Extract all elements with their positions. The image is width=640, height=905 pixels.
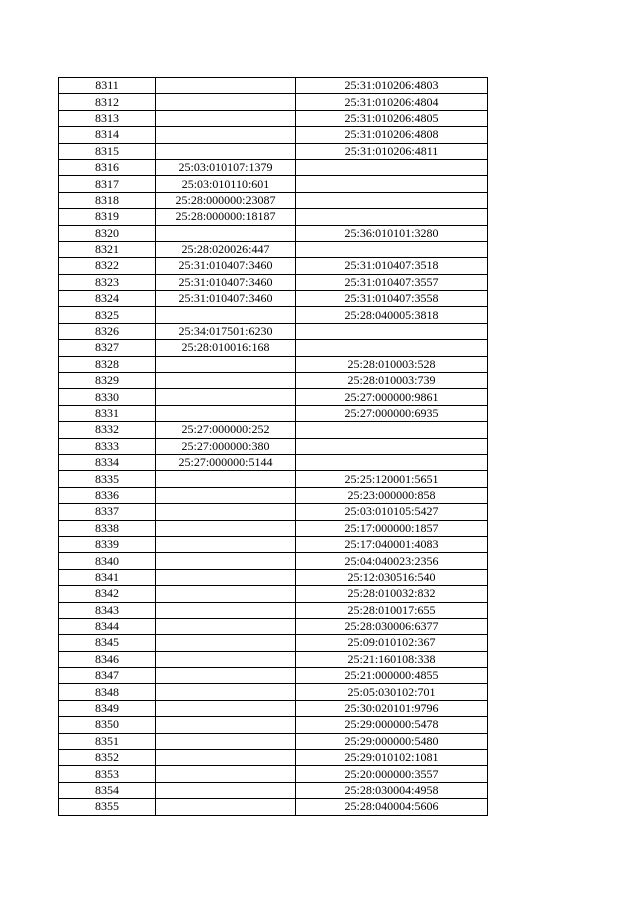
- table-row: [59, 127, 488, 143]
- row-number-cell: 8343: [59, 602, 156, 618]
- table-row: [59, 668, 488, 684]
- target-cadastral-number-cell: 25:28:030004:4958: [296, 782, 488, 798]
- target-cadastral-number-cell: 25:31:010407:3518: [296, 258, 488, 274]
- table-row: [59, 520, 488, 536]
- table-row: [59, 602, 488, 618]
- table-row: [59, 799, 488, 815]
- row-number-cell: 8346: [59, 651, 156, 667]
- table-row: [59, 307, 488, 323]
- row-number-cell: 8326: [59, 323, 156, 339]
- target-cadastral-number-cell: [296, 241, 488, 257]
- row-number-cell: 8335: [59, 471, 156, 487]
- table-row: [59, 241, 488, 257]
- row-number-cell: 8336: [59, 487, 156, 503]
- target-cadastral-number-cell: 25:23:000000:858: [296, 487, 488, 503]
- target-cadastral-number-cell: 25:17:000000:1857: [296, 520, 488, 536]
- row-number-cell: 8315: [59, 143, 156, 159]
- target-cadastral-number-cell: 25:31:010206:4804: [296, 94, 488, 110]
- row-number-cell: 8330: [59, 389, 156, 405]
- target-cadastral-number-cell: 25:28:040004:5606: [296, 799, 488, 815]
- target-cadastral-number-cell: 25:31:010407:3558: [296, 291, 488, 307]
- target-cadastral-number-cell: [296, 323, 488, 339]
- source-cadastral-number-cell: 25:31:010407:3460: [156, 274, 296, 290]
- target-cadastral-number-cell: 25:31:010206:4811: [296, 143, 488, 159]
- table-row: [59, 389, 488, 405]
- table-row: [59, 258, 488, 274]
- table-row: [59, 553, 488, 569]
- source-cadastral-number-cell: 25:28:020026:447: [156, 241, 296, 257]
- table-row: [59, 487, 488, 503]
- table-row: [59, 159, 488, 175]
- source-cadastral-number-cell: [156, 504, 296, 520]
- source-cadastral-number-cell: [156, 94, 296, 110]
- source-cadastral-number-cell: 25:03:010110:601: [156, 176, 296, 192]
- target-cadastral-number-cell: 25:31:010206:4805: [296, 110, 488, 126]
- row-number-cell: 8342: [59, 586, 156, 602]
- row-number-cell: 8311: [59, 78, 156, 94]
- table-row: [59, 504, 488, 520]
- row-number-cell: 8345: [59, 635, 156, 651]
- table-row: [59, 143, 488, 159]
- row-number-cell: 8319: [59, 209, 156, 225]
- source-cadastral-number-cell: [156, 668, 296, 684]
- target-cadastral-number-cell: 25:28:010032:832: [296, 586, 488, 602]
- target-cadastral-number-cell: [296, 454, 488, 470]
- source-cadastral-number-cell: 25:28:010016:168: [156, 340, 296, 356]
- source-cadastral-number-cell: [156, 799, 296, 815]
- row-number-cell: 8332: [59, 422, 156, 438]
- table-row: [59, 291, 488, 307]
- target-cadastral-number-cell: 25:28:040005:3818: [296, 307, 488, 323]
- row-number-cell: 8341: [59, 569, 156, 585]
- row-number-cell: 8348: [59, 684, 156, 700]
- table-row: [59, 209, 488, 225]
- source-cadastral-number-cell: [156, 471, 296, 487]
- row-number-cell: 8338: [59, 520, 156, 536]
- target-cadastral-number-cell: 25:03:010105:5427: [296, 504, 488, 520]
- row-number-cell: 8321: [59, 241, 156, 257]
- source-cadastral-number-cell: [156, 520, 296, 536]
- table-row: [59, 733, 488, 749]
- target-cadastral-number-cell: 25:31:010206:4803: [296, 78, 488, 94]
- target-cadastral-number-cell: 25:27:000000:9861: [296, 389, 488, 405]
- row-number-cell: 8323: [59, 274, 156, 290]
- source-cadastral-number-cell: 25:03:010107:1379: [156, 159, 296, 175]
- table-row: [59, 651, 488, 667]
- table-body: [59, 78, 488, 816]
- table-row: [59, 373, 488, 389]
- table-row: [59, 454, 488, 470]
- source-cadastral-number-cell: [156, 553, 296, 569]
- source-cadastral-number-cell: 25:27:000000:380: [156, 438, 296, 454]
- target-cadastral-number-cell: 25:30:020101:9796: [296, 700, 488, 716]
- source-cadastral-number-cell: [156, 684, 296, 700]
- table-row: [59, 536, 488, 552]
- source-cadastral-number-cell: [156, 78, 296, 94]
- source-cadastral-number-cell: 25:28:000000:18187: [156, 209, 296, 225]
- table-row: [59, 618, 488, 634]
- target-cadastral-number-cell: 25:20:000000:3557: [296, 766, 488, 782]
- table-row: [59, 405, 488, 421]
- table-row: [59, 782, 488, 798]
- row-number-cell: 8325: [59, 307, 156, 323]
- target-cadastral-number-cell: [296, 176, 488, 192]
- target-cadastral-number-cell: 25:21:000000:4855: [296, 668, 488, 684]
- row-number-cell: 8339: [59, 536, 156, 552]
- row-number-cell: 8333: [59, 438, 156, 454]
- row-number-cell: 8349: [59, 700, 156, 716]
- source-cadastral-number-cell: 25:34:017501:6230: [156, 323, 296, 339]
- source-cadastral-number-cell: [156, 651, 296, 667]
- table-row: [59, 274, 488, 290]
- table-row: [59, 323, 488, 339]
- target-cadastral-number-cell: 25:36:010101:3280: [296, 225, 488, 241]
- source-cadastral-number-cell: [156, 586, 296, 602]
- source-cadastral-number-cell: 25:27:000000:5144: [156, 454, 296, 470]
- target-cadastral-number-cell: 25:25:120001:5651: [296, 471, 488, 487]
- row-number-cell: 8331: [59, 405, 156, 421]
- row-number-cell: 8327: [59, 340, 156, 356]
- target-cadastral-number-cell: 25:29:010102:1081: [296, 750, 488, 766]
- table-row: [59, 471, 488, 487]
- target-cadastral-number-cell: 25:31:010206:4808: [296, 127, 488, 143]
- source-cadastral-number-cell: [156, 700, 296, 716]
- table-row: [59, 766, 488, 782]
- row-number-cell: 8347: [59, 668, 156, 684]
- cadastral-number-table: [58, 77, 488, 816]
- source-cadastral-number-cell: [156, 373, 296, 389]
- source-cadastral-number-cell: [156, 766, 296, 782]
- row-number-cell: 8316: [59, 159, 156, 175]
- target-cadastral-number-cell: 25:28:010003:528: [296, 356, 488, 372]
- row-number-cell: 8317: [59, 176, 156, 192]
- target-cadastral-number-cell: 25:21:160108:338: [296, 651, 488, 667]
- table-row: [59, 569, 488, 585]
- source-cadastral-number-cell: 25:31:010407:3460: [156, 258, 296, 274]
- target-cadastral-number-cell: 25:12:030516:540: [296, 569, 488, 585]
- row-number-cell: 8344: [59, 618, 156, 634]
- target-cadastral-number-cell: 25:05:030102:701: [296, 684, 488, 700]
- target-cadastral-number-cell: 25:28:010003:739: [296, 373, 488, 389]
- source-cadastral-number-cell: 25:27:000000:252: [156, 422, 296, 438]
- source-cadastral-number-cell: [156, 782, 296, 798]
- source-cadastral-number-cell: [156, 405, 296, 421]
- source-cadastral-number-cell: [156, 635, 296, 651]
- target-cadastral-number-cell: [296, 340, 488, 356]
- target-cadastral-number-cell: 25:28:030006:6377: [296, 618, 488, 634]
- row-number-cell: 8340: [59, 553, 156, 569]
- row-number-cell: 8313: [59, 110, 156, 126]
- source-cadastral-number-cell: [156, 110, 296, 126]
- table-row: [59, 192, 488, 208]
- row-number-cell: 8350: [59, 717, 156, 733]
- table-row: [59, 438, 488, 454]
- target-cadastral-number-cell: 25:09:010102:367: [296, 635, 488, 651]
- source-cadastral-number-cell: [156, 569, 296, 585]
- row-number-cell: 8314: [59, 127, 156, 143]
- row-number-cell: 8320: [59, 225, 156, 241]
- table-row: [59, 717, 488, 733]
- source-cadastral-number-cell: [156, 389, 296, 405]
- target-cadastral-number-cell: [296, 422, 488, 438]
- source-cadastral-number-cell: [156, 733, 296, 749]
- source-cadastral-number-cell: [156, 127, 296, 143]
- target-cadastral-number-cell: [296, 209, 488, 225]
- target-cadastral-number-cell: 25:29:000000:5480: [296, 733, 488, 749]
- source-cadastral-number-cell: [156, 618, 296, 634]
- table-row: [59, 176, 488, 192]
- source-cadastral-number-cell: [156, 356, 296, 372]
- table-row: [59, 422, 488, 438]
- table-row: [59, 700, 488, 716]
- target-cadastral-number-cell: 25:04:040023:2356: [296, 553, 488, 569]
- table-row: [59, 356, 488, 372]
- table-row: [59, 635, 488, 651]
- source-cadastral-number-cell: [156, 225, 296, 241]
- table-row: [59, 94, 488, 110]
- row-number-cell: 8354: [59, 782, 156, 798]
- target-cadastral-number-cell: 25:31:010407:3557: [296, 274, 488, 290]
- row-number-cell: 8355: [59, 799, 156, 815]
- row-number-cell: 8328: [59, 356, 156, 372]
- row-number-cell: 8337: [59, 504, 156, 520]
- row-number-cell: 8329: [59, 373, 156, 389]
- table-row: [59, 78, 488, 94]
- target-cadastral-number-cell: 25:27:000000:6935: [296, 405, 488, 421]
- target-cadastral-number-cell: 25:28:010017:655: [296, 602, 488, 618]
- row-number-cell: 8312: [59, 94, 156, 110]
- target-cadastral-number-cell: 25:17:040001:4083: [296, 536, 488, 552]
- row-number-cell: 8351: [59, 733, 156, 749]
- target-cadastral-number-cell: [296, 159, 488, 175]
- target-cadastral-number-cell: [296, 192, 488, 208]
- row-number-cell: 8334: [59, 454, 156, 470]
- row-number-cell: 8318: [59, 192, 156, 208]
- table-row: [59, 340, 488, 356]
- row-number-cell: 8352: [59, 750, 156, 766]
- target-cadastral-number-cell: 25:29:000000:5478: [296, 717, 488, 733]
- table-row: [59, 225, 488, 241]
- table-row: [59, 586, 488, 602]
- target-cadastral-number-cell: [296, 438, 488, 454]
- table-row: [59, 110, 488, 126]
- source-cadastral-number-cell: [156, 536, 296, 552]
- row-number-cell: 8353: [59, 766, 156, 782]
- source-cadastral-number-cell: [156, 717, 296, 733]
- table-row: [59, 684, 488, 700]
- source-cadastral-number-cell: [156, 602, 296, 618]
- source-cadastral-number-cell: [156, 487, 296, 503]
- row-number-cell: 8324: [59, 291, 156, 307]
- row-number-cell: 8322: [59, 258, 156, 274]
- source-cadastral-number-cell: [156, 750, 296, 766]
- table-row: [59, 750, 488, 766]
- source-cadastral-number-cell: 25:28:000000:23087: [156, 192, 296, 208]
- source-cadastral-number-cell: [156, 143, 296, 159]
- source-cadastral-number-cell: 25:31:010407:3460: [156, 291, 296, 307]
- source-cadastral-number-cell: [156, 307, 296, 323]
